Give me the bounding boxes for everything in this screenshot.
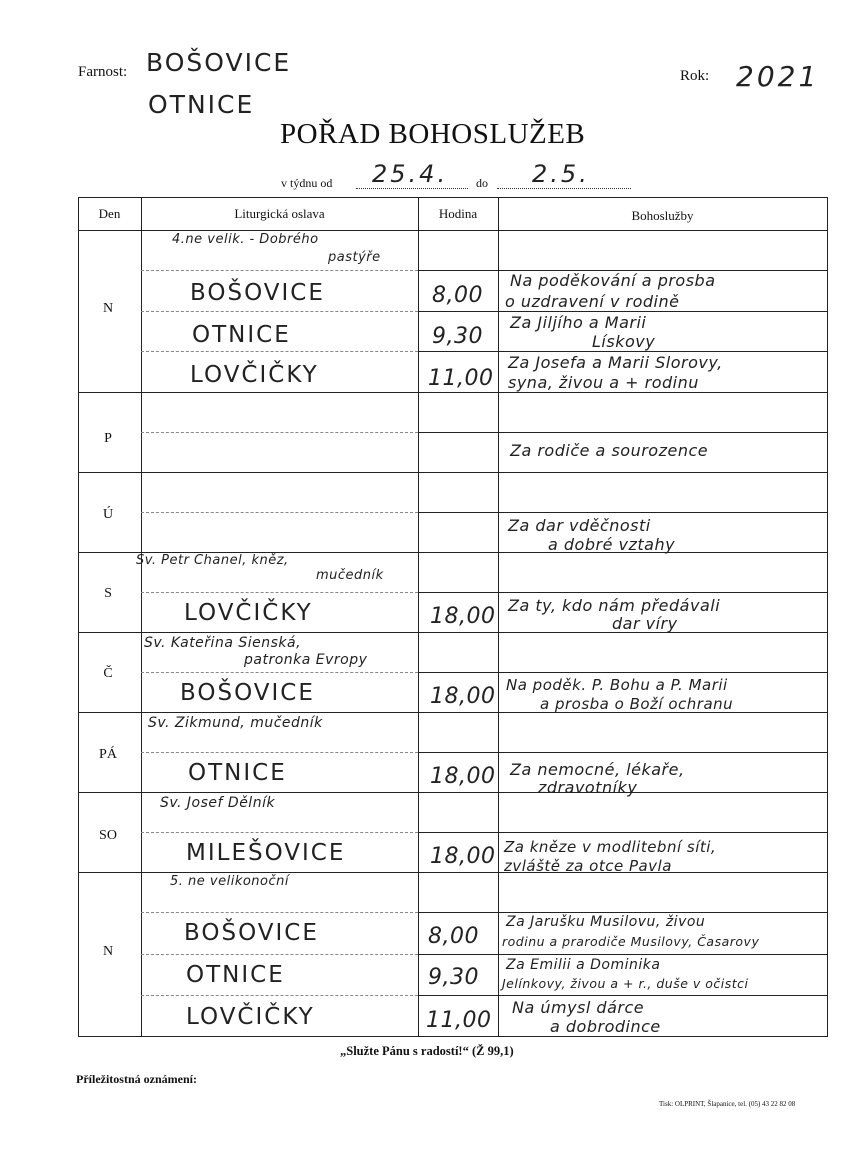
celebration-text: mučedník: [316, 568, 384, 583]
day-label: Ú: [102, 507, 114, 522]
place-name: OTNICE: [186, 962, 285, 988]
celebration-text: Sv. Petr Chanel, kněz,: [136, 553, 289, 568]
mass-intention: o uzdravení v rodině: [505, 292, 680, 311]
rok-value: 2021: [736, 60, 820, 93]
week-to-value: 2.5.: [532, 160, 590, 188]
place-name: BOŠOVICE: [190, 280, 325, 306]
mass-time: 8,00: [428, 924, 479, 949]
mass-time: 11,00: [426, 1008, 492, 1033]
mass-intention: rodinu a prarodiče Musilovy, Časarovy: [502, 934, 760, 949]
week-from-dotline: [356, 188, 468, 189]
mass-intention: Za rodiče a sourozence: [510, 441, 709, 460]
mass-intention: zdravotníky: [538, 778, 638, 797]
mass-time: 9,30: [432, 324, 483, 349]
day-label: P: [104, 431, 112, 446]
week-to-label: do: [476, 176, 488, 190]
place-name: BOŠOVICE: [184, 920, 319, 946]
farnost-value-2: OTNICE: [148, 90, 255, 119]
mass-intention: Za Jiljího a Marii: [510, 313, 647, 332]
printer-imprint: Tisk: OLPRINT, Šlapanice, tel. (05) 43 22 82 08: [659, 1100, 796, 1108]
column-header-liturgicka-oslava: Liturgická oslava: [234, 206, 325, 221]
celebration-text: Sv. Josef Dělník: [160, 795, 276, 811]
mass-time: 9,30: [428, 965, 479, 990]
mass-time: 18,00: [430, 684, 496, 709]
week-from-value: 25.4.: [372, 160, 449, 188]
mass-intention: syna, živou a + rodinu: [508, 373, 699, 392]
mass-time: 11,00: [428, 366, 494, 391]
farnost-label: Farnost:: [78, 64, 128, 80]
day-label: PÁ: [99, 747, 117, 762]
day-label: N: [102, 301, 114, 316]
mass-intention: Lískovy: [592, 332, 656, 351]
mass-intention: Za dar vděčnosti: [508, 516, 651, 535]
place-name: MILEŠOVICE: [186, 840, 346, 866]
week-from-label: v týdnu od: [281, 176, 333, 190]
place-name: LOVČIČKY: [184, 600, 313, 626]
place-name: LOVČIČKY: [186, 1004, 315, 1030]
mass-intention: a dobrodince: [550, 1017, 661, 1036]
celebration-text: Sv. Zikmund, mučedník: [148, 715, 323, 731]
mass-time: 18,00: [430, 764, 496, 789]
celebration-text: pastýře: [328, 250, 381, 265]
mass-time: 8,00: [432, 283, 483, 308]
mass-intention: Jelínkovy, živou a + r., duše v očistci: [502, 976, 749, 991]
day-label: SO: [99, 828, 117, 843]
week-to-dotline: [497, 188, 631, 189]
mass-intention: Za nemocné, lékaře,: [510, 760, 685, 779]
mass-intention: a dobré vztahy: [548, 535, 676, 554]
place-name: LOVČIČKY: [190, 362, 319, 388]
mass-intention: dar víry: [612, 614, 678, 633]
mass-intention: zvláště za otce Pavla: [504, 857, 672, 875]
mass-intention: Za Josefa a Marii Slorovy,: [508, 353, 723, 372]
mass-time: 18,00: [430, 604, 496, 629]
place-name: OTNICE: [188, 760, 287, 786]
celebration-text: Sv. Kateřina Sienská,: [144, 635, 302, 651]
mass-intention: Na úmysl dárce: [512, 998, 645, 1017]
place-name: BOŠOVICE: [180, 680, 315, 706]
mass-time: 18,00: [430, 844, 496, 869]
place-name: OTNICE: [192, 322, 291, 348]
mass-intention: Na poděkování a prosba: [510, 271, 716, 290]
mass-intention: Za kněze v modlitební síti,: [504, 838, 717, 856]
motto: „Služte Pánu s radostí!“ (Ž 99,1): [340, 1044, 514, 1058]
column-header-bohosluzby: Bohoslužby: [631, 208, 694, 223]
mass-intention: Za Emilii a Dominika: [506, 957, 661, 973]
farnost-value-1: BOŠOVICE: [146, 48, 292, 77]
day-label: S: [104, 586, 112, 601]
day-label: Č: [103, 666, 113, 681]
mass-intention: Za ty, kdo nám předávali: [508, 596, 721, 615]
column-header-den: Den: [98, 206, 121, 221]
day-label: N: [102, 944, 114, 959]
celebration-text: 5. ne velikonoční: [170, 874, 289, 889]
mass-intention: Za Jarušku Musilovu, živou: [506, 914, 706, 930]
celebration-text: 4.ne velik. - Dobrého: [172, 232, 319, 247]
announcements-label: Příležitostná oznámení:: [76, 1072, 197, 1086]
page-title: POŘAD BOHOSLUŽEB: [280, 118, 586, 150]
column-header-hodina: Hodina: [438, 206, 478, 221]
mass-intention: Na poděk. P. Bohu a P. Marii: [506, 676, 728, 694]
celebration-text: patronka Evropy: [244, 652, 368, 668]
mass-intention: a prosba o Boží ochranu: [540, 695, 734, 713]
rok-label: Rok:: [680, 68, 710, 84]
